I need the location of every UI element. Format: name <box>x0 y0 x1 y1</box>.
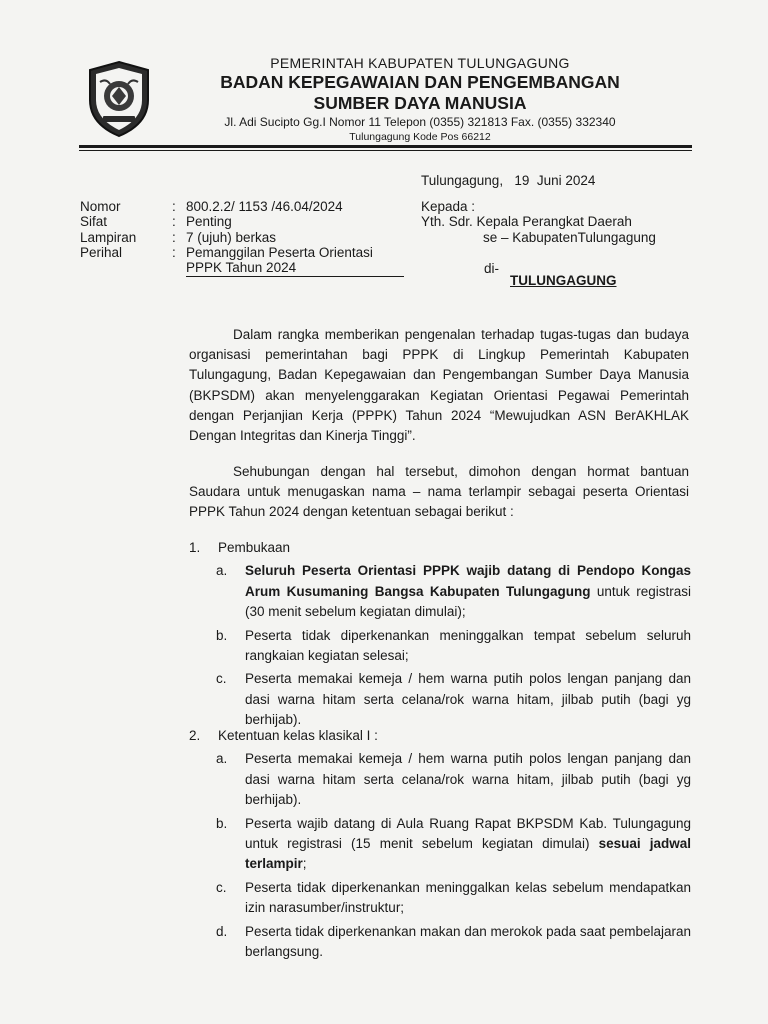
meta-lampiran <box>80 230 404 245</box>
item-text: Peserta tidak diperkenankan meninggalkan kelas sebelum mendapatkan izin narasumber/instruktur; <box>245 879 691 916</box>
item-text <box>245 814 691 875</box>
recipient-line2: se – KabupatenTulungagung <box>483 229 656 245</box>
item-letter: b. <box>216 815 228 831</box>
government-name: PEMERINTAH KABUPATEN TULUNGAGUNG <box>270 55 570 71</box>
postal-code: Tulungagung Kode Pos 66212 <box>349 131 491 143</box>
section-pembukaan <box>189 538 691 734</box>
item-text <box>245 561 691 622</box>
body-paragraph-1: Dalam rangka memberikan pengenalan terhadap tugas-tugas dan budaya organisasi pemerintahan bagi PPPK di Lingkup Pemerintah Kabupaten Tulungagung, Badan Kepegawaian dan Pengembangan Sumber Daya Manusia (BKPSDM) akan menyelenggarakan Kegiatan Orientasi Pegawai Pemerintah dengan Perjanjian Kerja (PPPK) Tahun 2024 “Mewujudkan ASN BerAKHLAK Dengan Integritas dan Kinerja Tinggi”. <box>189 327 689 444</box>
letter-meta <box>80 199 404 277</box>
item-text-end: ; <box>302 856 307 872</box>
agency-name-line1: BADAN KEPEGAWAIAN DAN PENGEMBANGAN <box>220 72 620 92</box>
item-text-rest: untuk registrasi (30 menit sebelum kegiatan dimulai); <box>245 583 691 620</box>
list-item <box>216 878 691 919</box>
list-item <box>216 749 691 810</box>
meta-label: Nomor <box>80 199 121 214</box>
meta-perihal-cont <box>80 260 404 277</box>
meta-value: Pemanggilan Peserta Orientasi <box>186 244 373 260</box>
section-number: 2. <box>189 728 201 743</box>
item-letter: c. <box>216 671 227 687</box>
section-title: Ketentuan kelas klasikal I : <box>218 728 378 743</box>
meta-label: Sifat <box>80 214 108 230</box>
meta-colon: : <box>172 199 176 214</box>
meta-colon: : <box>172 229 176 245</box>
meta-label: Lampiran <box>80 229 137 245</box>
section-items <box>216 749 691 962</box>
meta-value: PPPK Tahun 2024 <box>186 260 404 277</box>
recipient-line1: Yth. Sdr. Kepala Perangkat Daerah <box>421 214 632 230</box>
meta-value: 800.2.2/ 1153 /46.04/2024 <box>186 199 343 214</box>
letterhead-rule-thin <box>79 150 692 151</box>
meta-value: 7 (ujuh) berkas <box>186 229 277 245</box>
section-heading <box>189 726 691 746</box>
section-items <box>216 561 691 730</box>
agency-address: Jl. Adi Sucipto Gg.I Nomor 11 Telepon (0355) 321813 Fax. (0355) 332340 <box>224 115 616 129</box>
item-text: Peserta memakai kemeja / hem warna putih polos lengan panjang dan dasi warna hitam serta celana/rok warna hitam, jilbab putih (bagi yg berhijab). <box>245 671 691 728</box>
item-text-bold: sesuai jadwal terlampir <box>245 836 692 872</box>
item-text: Peserta tidak diperkenankan meninggalkan tempat sebelum seluruh rangkaian kegiatan selesai; <box>245 627 691 664</box>
item-letter: a. <box>216 751 228 767</box>
section-kelas-klasikal <box>189 726 691 965</box>
section-heading <box>189 538 691 558</box>
item-text: Peserta tidak diperkenankan makan dan merokok pada saat pembelajaran berlangsung. <box>245 923 691 960</box>
item-letter: a. <box>216 563 228 579</box>
place-date: Tulungagung, 19 Juni 2024 <box>421 173 596 188</box>
regency-emblem-icon <box>86 60 152 138</box>
item-letter: d. <box>216 923 228 939</box>
list-item <box>216 669 691 730</box>
meta-colon: : <box>172 214 176 230</box>
meta-perihal <box>80 245 404 260</box>
item-letter: c. <box>216 879 227 895</box>
recipient-di: di- <box>484 261 500 276</box>
list-item <box>216 922 691 963</box>
list-item <box>216 626 691 667</box>
meta-label: Perihal <box>80 244 123 260</box>
meta-value: Penting <box>186 214 232 230</box>
item-text-bold: Seluruh Peserta Orientasi PPPK wajib datang di Pendopo Kongas Arum Kusumaning Bangsa Kabupaten Tulungagung <box>245 563 691 599</box>
item-text: Peserta memakai kemeja / hem warna putih polos lengan panjang dan dasi warna hitam serta celana/rok warna hitam, jilbab putih (bagi yg berhijab). <box>245 751 691 808</box>
list-item <box>216 561 691 622</box>
meta-colon: : <box>172 244 176 260</box>
item-letter: b. <box>216 627 228 643</box>
section-number: 1. <box>189 540 201 555</box>
recipient-block <box>421 199 656 245</box>
meta-nomor <box>80 199 404 214</box>
meta-sifat <box>80 214 404 229</box>
recipient-city: TULUNGAGUNG <box>510 273 617 288</box>
list-item <box>216 814 691 875</box>
letterhead <box>160 55 680 144</box>
recipient-kepada: Kepada : <box>421 199 476 214</box>
item-text-rest: Peserta wajib datang di Aula Ruang Rapat BKPSDM Kab. Tulungagung untuk registrasi (15 menit sebelum kegiatan dimulai) <box>245 815 691 852</box>
letterhead-rule-thick <box>79 145 692 148</box>
section-title: Pembukaan <box>218 540 291 555</box>
agency-name-line2: SUMBER DAYA MANUSIA <box>313 93 527 113</box>
body-paragraph-2: Sehubungan dengan hal tersebut, dimohon dengan hormat bantuan Saudara untuk menugaskan nama – nama terlampir sebagai peserta Orientasi PPPK Tahun 2024 dengan ketentuan sebagai berikut : <box>189 464 689 520</box>
